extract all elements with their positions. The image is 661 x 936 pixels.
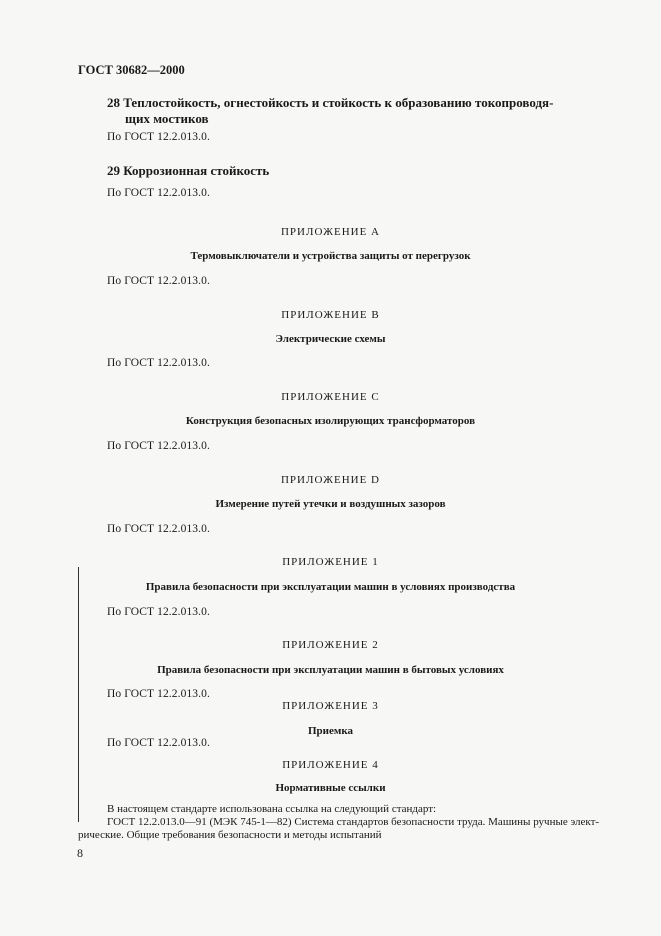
references-intro: В настоящем стандарте использована ссылка на следующий стандарт:	[107, 803, 437, 815]
appendix-c-ref: По ГОСТ 12.2.013.0.	[107, 440, 210, 452]
appendix-b-title: Электрические схемы	[275, 333, 386, 345]
appendix-2-label: ПРИЛОЖЕНИЕ 2	[282, 639, 379, 651]
appendix-c-label: ПРИЛОЖЕНИЕ С	[281, 391, 380, 403]
appendix-2-title: Правила безопасности при эксплуатации машин в бытовых условиях	[157, 664, 504, 676]
appendix-2-ref: По ГОСТ 12.2.013.0.	[107, 688, 210, 700]
section-28-title	[107, 95, 607, 127]
appendix-d-title: Измерение путей утечки и воздушных зазоров	[215, 498, 446, 510]
references-line1: ГОСТ 12.2.013.0—91 (МЭК 745-1—82) Система стандартов безопасности труда. Машины ручные элект-	[107, 816, 600, 828]
document-header: ГОСТ 30682—2000	[78, 63, 185, 77]
appendix-c-title: Конструкция безопасных изолирующих трансформаторов	[185, 415, 476, 427]
appendix-4-label: ПРИЛОЖЕНИЕ 4	[282, 759, 379, 771]
appendix-1-label: ПРИЛОЖЕНИЕ 1	[282, 556, 379, 568]
appendix-4-title: Нормативные ссылки	[275, 782, 386, 794]
appendix-a-title: Термовыключатели и устройства защиты от перегрузок	[190, 250, 471, 262]
appendix-1-ref: По ГОСТ 12.2.013.0.	[107, 606, 210, 618]
appendix-a-ref: По ГОСТ 12.2.013.0.	[107, 275, 210, 287]
references-line2: рические. Общие требования безопасности и методы испытаний	[78, 829, 382, 841]
page-number: 8	[77, 846, 83, 860]
section-28-title-line2: щих мостиков	[125, 111, 209, 126]
appendix-a-label: ПРИЛОЖЕНИЕ А	[280, 226, 380, 238]
appendix-3-label: ПРИЛОЖЕНИЕ 3	[282, 700, 379, 712]
appendix-d-ref: По ГОСТ 12.2.013.0.	[107, 523, 210, 535]
appendix-3-ref: По ГОСТ 12.2.013.0.	[107, 737, 210, 749]
appendix-b-ref: По ГОСТ 12.2.013.0.	[107, 357, 210, 369]
appendix-d-label: ПРИЛОЖЕНИЕ D	[280, 474, 380, 486]
section-29-ref: По ГОСТ 12.2.013.0.	[107, 187, 210, 199]
appendix-1-title: Правила безопасности при эксплуатации машин в условиях производства	[145, 581, 516, 593]
section-28-title-line1: 28 Теплостойкость, огнестойкость и стойкость к образованию токопроводя-	[107, 95, 554, 110]
appendix-b-label: ПРИЛОЖЕНИЕ В	[281, 309, 380, 321]
section-29-title: 29 Коррозионная стойкость	[107, 163, 270, 178]
section-28-ref: По ГОСТ 12.2.013.0.	[107, 131, 210, 143]
appendix-3-title: Приемка	[307, 725, 354, 737]
